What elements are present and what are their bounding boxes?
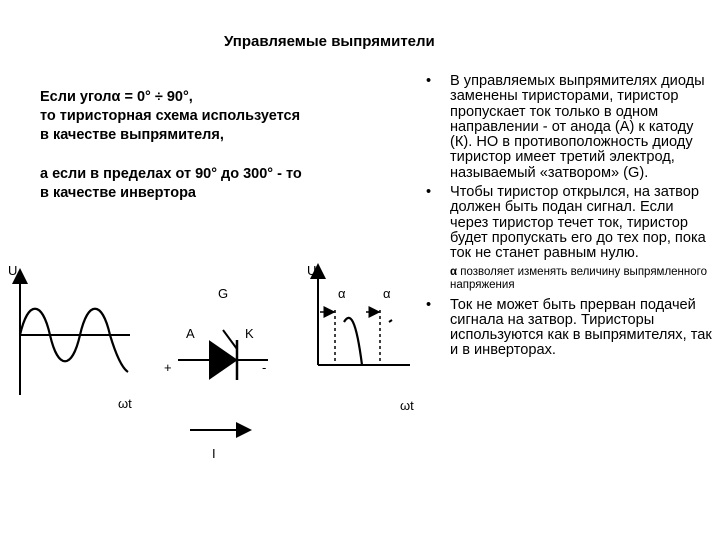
condition-line-4: а если в пределах от 90° до 300° - то [40, 166, 302, 182]
bullet-marker: • [426, 184, 432, 201]
rectified-pulse [389, 320, 392, 322]
cathode-label: K [245, 326, 254, 341]
rect-x-label: ωt [400, 398, 414, 413]
bullet-text: Чтобы тиристор открылся, на затвор должен быть подан сигнал. Если через тиристор течет ток, тиристор будет пропускать его до тех пор, пока ток не станет равным нулю. [450, 184, 706, 262]
rect-alpha-label: α [338, 286, 346, 301]
sine-wave [20, 309, 128, 372]
current-label: I [212, 446, 216, 461]
rect-y-label: U [307, 263, 317, 278]
bullet-text: В управляемых выпрямителях диоды заменены тиристорами, тиристор пропускает ток только в одном направлении - от анода (А) к катоду (К). НО в противоположность диоду тиристор имеет третий электрод, называемый «затвором» (G). [450, 73, 705, 181]
rectified-graph [307, 263, 414, 413]
gate-label: G [218, 286, 229, 301]
gate-lead [223, 330, 237, 349]
alpha-symbol: α [450, 265, 458, 278]
sine-y-label: U [8, 263, 18, 278]
slide-title: Управляемые выпрямители [224, 33, 435, 50]
rectified-pulse [344, 318, 362, 365]
condition-line-2: то тиристорная схема используется [40, 108, 301, 124]
bullet-marker: • [426, 73, 432, 89]
sine-graph [8, 263, 132, 411]
plus-label: + [164, 360, 172, 375]
rect-alpha-label: α [383, 286, 391, 301]
minus-label: - [262, 360, 267, 375]
condition-line-1: Если уголα = 0° ÷ 90°, [40, 89, 193, 105]
bullet-marker: • [426, 296, 432, 313]
sine-x-label: ωt [118, 396, 132, 411]
alpha-note-text: позволяет изменять величину выпрямленного напряжения [450, 265, 707, 291]
condition-line-5: в качестве инвертора [40, 185, 196, 201]
anode-label: A [186, 326, 195, 341]
condition-line-3: в качестве выпрямителя, [40, 127, 224, 143]
bullet-text: Ток не может быть прерван подачей сигнала на затвор. Тиристоры используются как в выпрямителях, так и в инверторах. [450, 296, 712, 359]
thyristor-symbol [164, 286, 268, 461]
thyristor-triangle [210, 342, 236, 378]
